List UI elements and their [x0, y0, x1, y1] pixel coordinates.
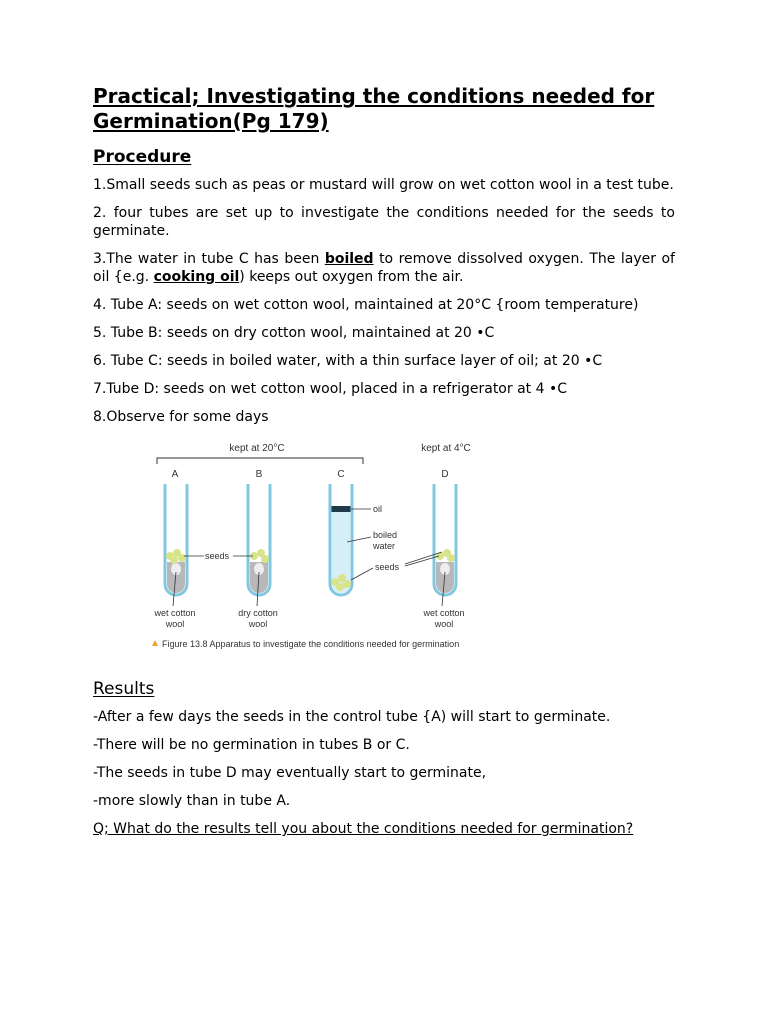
step-5: 5. Tube B: seeds on dry cotton wool, maintained at 20 •C	[93, 325, 495, 341]
wet-cotton-a-2: wool	[165, 619, 185, 629]
boiled-water-label-1: boiled	[373, 530, 398, 540]
wet-cotton-a-1: wet cotton	[154, 608, 196, 618]
step-8: 8.Observe for some days	[93, 409, 269, 425]
wet-cotton-d-2: wool	[434, 619, 454, 629]
dry-cotton-b-2: wool	[248, 619, 268, 629]
tube-d-label: D	[441, 469, 449, 480]
tube-a	[165, 484, 187, 595]
tube-a-label: A	[171, 469, 179, 480]
germination-apparatus-figure	[149, 434, 489, 664]
step-2: 2. four tubes are set up to investigate the conditions needed for the seeds to germinate.	[93, 205, 675, 239]
step-3	[93, 250, 675, 286]
results-list	[93, 708, 675, 838]
figure-caption: Figure 13.8 Apparatus to investigate the conditions needed for germination	[162, 639, 460, 649]
tube-d	[434, 484, 456, 595]
seeds-label-left: seeds	[205, 551, 230, 561]
step-3-text-a: 3.The water in tube C has been	[93, 251, 325, 267]
step-1: 1.Small seeds such as peas or mustard will grow on wet cotton wool in a test tube.	[93, 177, 674, 193]
procedure-heading: Procedure	[93, 147, 192, 167]
kept-20-label: kept at 20°C	[229, 443, 285, 454]
document-page	[93, 84, 675, 838]
results-heading: Results	[93, 679, 155, 699]
tube-c-label: C	[337, 469, 345, 480]
step-3-text-b: to remove dissolved oxygen. The layer of oil {e.g.	[93, 251, 675, 285]
result-2: -There will be no germination in tubes B or C.	[93, 737, 410, 753]
wet-cotton-d-1: wet cotton	[423, 608, 465, 618]
cooking-oil-emphasis: cooking oil	[153, 269, 240, 285]
caption-marker-icon	[152, 640, 158, 646]
step-3-text-c: ) keeps out oxygen from the air.	[239, 269, 464, 285]
step-6: 6. Tube C: seeds in boiled water, with a thin surface layer of oil; at 20 •C	[93, 353, 603, 369]
boiled-emphasis: boiled	[324, 251, 374, 267]
oil-label: oil	[373, 504, 383, 514]
tube-c	[330, 484, 352, 595]
kept-4-label: kept at 4°C	[421, 443, 471, 454]
tube-b-label: B	[255, 469, 263, 480]
dry-cotton-b-1: dry cotton	[238, 608, 278, 618]
result-1: -After a few days the seeds in the control tube {A) will start to germinate.	[93, 709, 611, 725]
result-3: -The seeds in tube D may eventually start to germinate,	[93, 765, 487, 781]
question: Q; What do the results tell you about the conditions needed for germination?	[93, 821, 634, 837]
boiled-water-label-2: water	[373, 541, 396, 551]
step-4: 4. Tube A: seeds on wet cotton wool, maintained at 20°C {room temperature)	[93, 297, 639, 313]
step-7: 7.Tube D: seeds on wet cotton wool, placed in a refrigerator at 4 •C	[93, 381, 567, 397]
page-title: Practical; Investigating the conditions needed for Germination(Pg 179)	[93, 84, 655, 133]
result-4: -more slowly than in tube A.	[93, 793, 291, 809]
seeds-label-right: seeds	[375, 562, 400, 572]
